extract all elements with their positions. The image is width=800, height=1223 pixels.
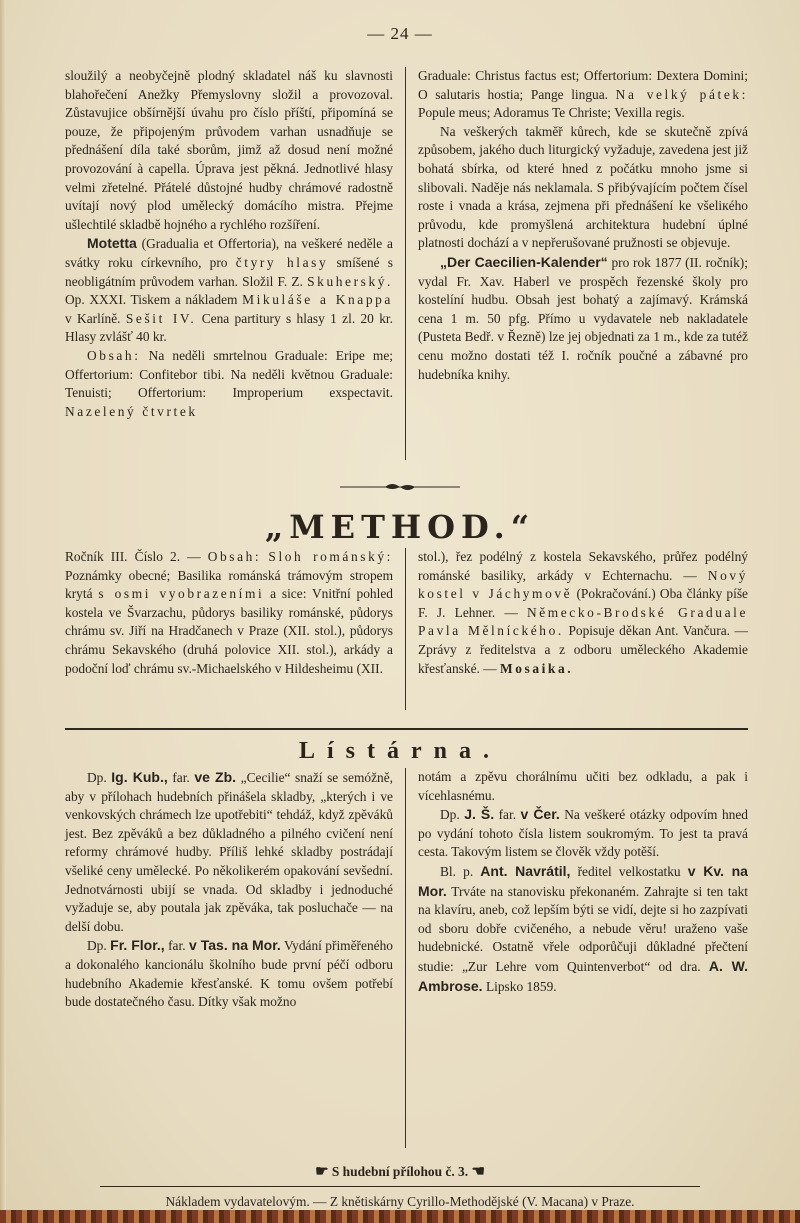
choir-paragraph: Na veškerých takměř kůrech, kde se skutečně zpívá způsobem, jakého duch liturgický vyžaduje, zavedena jest již bohatá sbírka, od které hned z počátku mnoho jsme si slibovali. Naděje nás neklamala. S přibývajícím počtem čísel roste i vnada a krása, zejmena při přednášení ke všeliкého průvodu, kde promyšlená architektura hudební úplné platnosti dochází a v nepřerušované pružnosti se objevuje.: [418, 123, 748, 251]
supplement-note: [0, 1162, 800, 1181]
listarna-left-column: [65, 768, 393, 1012]
motetta-text2: smíšené s neobligátním průvodem varhan. Složil F. Z.: [65, 254, 393, 289]
letter-js-head: Dp.: [440, 807, 460, 823]
graduale-paragraph: [418, 67, 748, 123]
column-divider-listarna: [405, 768, 406, 1148]
letter-navratil-end: Lipsko 1859.: [485, 978, 557, 994]
letter-flor-name: Fr. Flor.,: [110, 937, 165, 954]
graduale-text: Graduale: Christus factus est; Offertorium: Dextera Domini; O salutaris hostia; Pange lingua.: [418, 68, 748, 102]
letter-js-name: J. Š.: [464, 806, 495, 823]
letter-kub-head: Dp.: [87, 770, 107, 785]
pointing-hand-icon: ☛: [315, 1164, 329, 1180]
letter-navratil: [418, 862, 748, 996]
motetta-text5: Cena partitury s hlasy 1 zl. 20 kr. Hlasy zvlášť 40 kr.: [65, 310, 393, 345]
column-divider-method: [405, 548, 406, 710]
motetta-author: Skuherský.: [307, 273, 393, 289]
supplement-text: S hudební přílohou č. 3.: [331, 1164, 469, 1179]
letter-js-place: v Čer.: [520, 806, 560, 823]
kalender-paragraph: [418, 253, 748, 384]
method-obsah: Obsah:: [207, 549, 262, 564]
page-number: — 24 —: [367, 24, 433, 43]
letter-kub-text: „Cecilie“ snaží se semóžně, aby v přílohach hudebních přinášela skladby, „kterých i ve venkovských chrámech lze upotřebiti“ tehdáž, když zpěváků jest. Bez zpěváků a bez důkladného a pilného cvičení není reformy chrámové hudby. Příliš lehké skladby postrádají všeliké ceny umělecké. Po několikerém opakování sevšední. Jednotvárnosti ubijí se vnada. Od skladby i jednoduché vyžaduje se, aby poutala jak zpěváka, tak posluchače — na delší dobu.: [65, 770, 394, 934]
letter-kub-mid: far.: [172, 770, 190, 785]
letter-navratil-place: v Kv. na Mor.: [418, 862, 748, 899]
letter-navratil-mid: ředitel velkostatku: [577, 863, 681, 879]
method-left-paragraph: [65, 548, 393, 678]
kalender-title: „Der Caecilien-Kalender“: [440, 253, 608, 270]
method-right2: (Pokračování.) Oba články píše F. J. Lehner. —: [418, 586, 748, 620]
letter-flor-cont: notám a zpěvu chorálnímu učiti bez odkladu, a pak i vícehlasnému.: [418, 769, 748, 803]
motetta-publisher: Mikuláše a Knappa: [242, 292, 393, 308]
method-sloh: Sloh románský:: [268, 549, 393, 564]
ornament-divider: [340, 480, 460, 494]
letter-flor-mid: far.: [168, 938, 186, 954]
motetta-issue: Sešit IV.: [125, 310, 197, 326]
letter-js-mid: far.: [498, 807, 517, 823]
letter-kub-name: Ig. Kub.,: [111, 769, 168, 785]
letter-navratil-name: Ant. Navrátil,: [480, 862, 571, 879]
top-left-paragraph: sloužilý a neobyčejně plodný skladatel náš ku slavnosti blahořečení Anežky Přemyslovny složil a provozoval. Zůstavujice obšírnější úvahu pro číslo příští, připomíná se pouze, že připojeným průvodem varhan usnadňuje se přednášení díla také sborům, jimž až dosud není možné provozování à capella. Úprava jest pěkná. Jednotlivé hlasy velmi zřetelné. Přátelé důstojné hudby chrámové radostně uvítají nový plod umělecký domácího mistra. Přejme ušlechtilé skladbě hojného a rychlého rozšíření.: [65, 68, 393, 232]
letter-navratil-text: Trváte na stanovisku překonaném. Zahrajte si ten takt na klavíru, aneb, což lepším býti se vidí, dejte si ho zazpívati od sboru dobře cvičeného, a nebude věru! uraženo vaše hudebnické. Ostatně vřele odporůčuji důkladné přečtení studie: „Zur Lehre vom Quintenverbot“ od dra.: [418, 883, 748, 974]
pointing-hand-left-icon: ☚: [471, 1164, 485, 1180]
method-right-paragraph: [418, 548, 748, 678]
method-osmi: s osmi vyobrazeními: [98, 586, 265, 602]
method-right1: stol.), řez podélný z kostela Sekavského, průřez podélný románské basiliky, arkády v Echternachu. —: [418, 549, 748, 583]
kalender-text: pro rok 1877 (II. ročník); vydal Fr. Xav. Haberl ve prospěch řezenské školy pro kostelíní hudbu. Obsah jest bohatý a zajímavý. Krámská cena 1 m. 50 pfg. Přímo u vydavatele neb nakladatele (Pusteta Bedř. v Řezně) lze jej objednati za 1 m., kde za tutéž cenu možno dostati též I. ročník poučné a zábavné pro hudebníka knihy.: [418, 254, 748, 382]
letter-js: [418, 805, 748, 862]
motetta-voices: čtyry hlasy: [235, 254, 329, 270]
method-right-column: [418, 548, 748, 678]
column-divider-top: [405, 67, 406, 460]
method-left-column: [65, 548, 393, 678]
top-left-column: [65, 67, 393, 421]
letter-js-text: Na veškeré otázky odpovím hned po vydání tohoto čísla listem soukromým. To jest ta pravá cesta. Takovým listem se člověk vždy potěší.: [418, 807, 748, 860]
motetta-text4: v Karlíně.: [65, 310, 121, 326]
letter-flor: [65, 936, 393, 1011]
top-right-column: [418, 67, 748, 384]
letter-kub: [65, 768, 393, 936]
letter-navratil-head: Bl. p.: [440, 863, 474, 879]
motetta-label: Motetta: [87, 235, 137, 252]
imprint-rule: [100, 1186, 700, 1187]
method-nb: Německo-Brodské Graduale Pavla Mělníckého.: [418, 604, 748, 639]
section-rule: [65, 728, 748, 730]
letter-flor-place: v Tas. na Mor.: [189, 937, 281, 954]
method-left2: Poznámky obecné; Basilika románská trámovým stropem krytá: [65, 567, 393, 602]
imprint: Nákladem vydavatelovým. — Z knětiskárny Cyrillo-Methodějské (V. Macana) v Praze.: [165, 1194, 635, 1209]
thursday-label: Nazelený čtvrtek: [65, 403, 198, 419]
listarna-right-column: [418, 768, 748, 996]
listarna-header: Lístárna.: [298, 738, 501, 764]
method-mosaika: Mosaika.: [499, 660, 574, 676]
friday-label: Na velký pátek:: [615, 86, 748, 102]
motetta-text: (Gradualia et Offertoria), na veškeré neděle a svátky roku církevního, pro: [65, 236, 393, 270]
letter-flor-text: Vydání přiměřeného a dokonalého kancionálu školního bude první péčí odboru hudebního Akademie křesťanské. K tomu ovšem potřebí bude dostatečného času. Dítky však možno: [65, 938, 393, 1010]
method-header: „METHOD.“: [264, 508, 536, 546]
motetta-text3: Op. XXXI. Tiskem a nákladem: [65, 292, 238, 308]
page-edge: [0, 0, 6, 1223]
letter-flor-head: Dp.: [87, 938, 107, 954]
friday-text: Popule meus; Adoramus Te Christe; Vexilla regis.: [418, 105, 685, 121]
page-bottom-edge: [0, 1210, 800, 1223]
motetta-paragraph: [65, 234, 393, 347]
method-right3: Popisuje děkan Ant. Vančura. — Zprávy z ředitelstva a z odboru uměleckého Akademie křesťanské. —: [418, 623, 748, 676]
method-left3: a sice: Vnitřní pohled kostela ve Švarzachu, půdorys basiliky románské, půdorys chrámu sv. Jiří na Hradčanech v Praze (XII. stol.), půdorys chrámu Sekavského (druhá polovice XII. stol.), arkády a podoční loď chrámu sv.-Michaelského v Hildesheimu (XII.: [65, 586, 393, 676]
method-novy: Nový kostel v Jáchymově: [418, 567, 748, 602]
obsah-paragraph: [65, 347, 393, 421]
letter-kub-place: ve Zb.: [194, 769, 237, 785]
letter-navratil-author: A. W. Ambrose.: [418, 957, 748, 994]
obsah-text: Na neděli smrtelnou Graduale: Eripe me; Offertorium: Confitebor tibi. Na neděli květnou Graduale: Tenuisti; Offertorium: Improperium exspectavit.: [65, 347, 393, 401]
method-volume: Ročník III. Číslo 2. —: [65, 549, 201, 564]
obsah-label: Obsah:: [87, 347, 141, 363]
